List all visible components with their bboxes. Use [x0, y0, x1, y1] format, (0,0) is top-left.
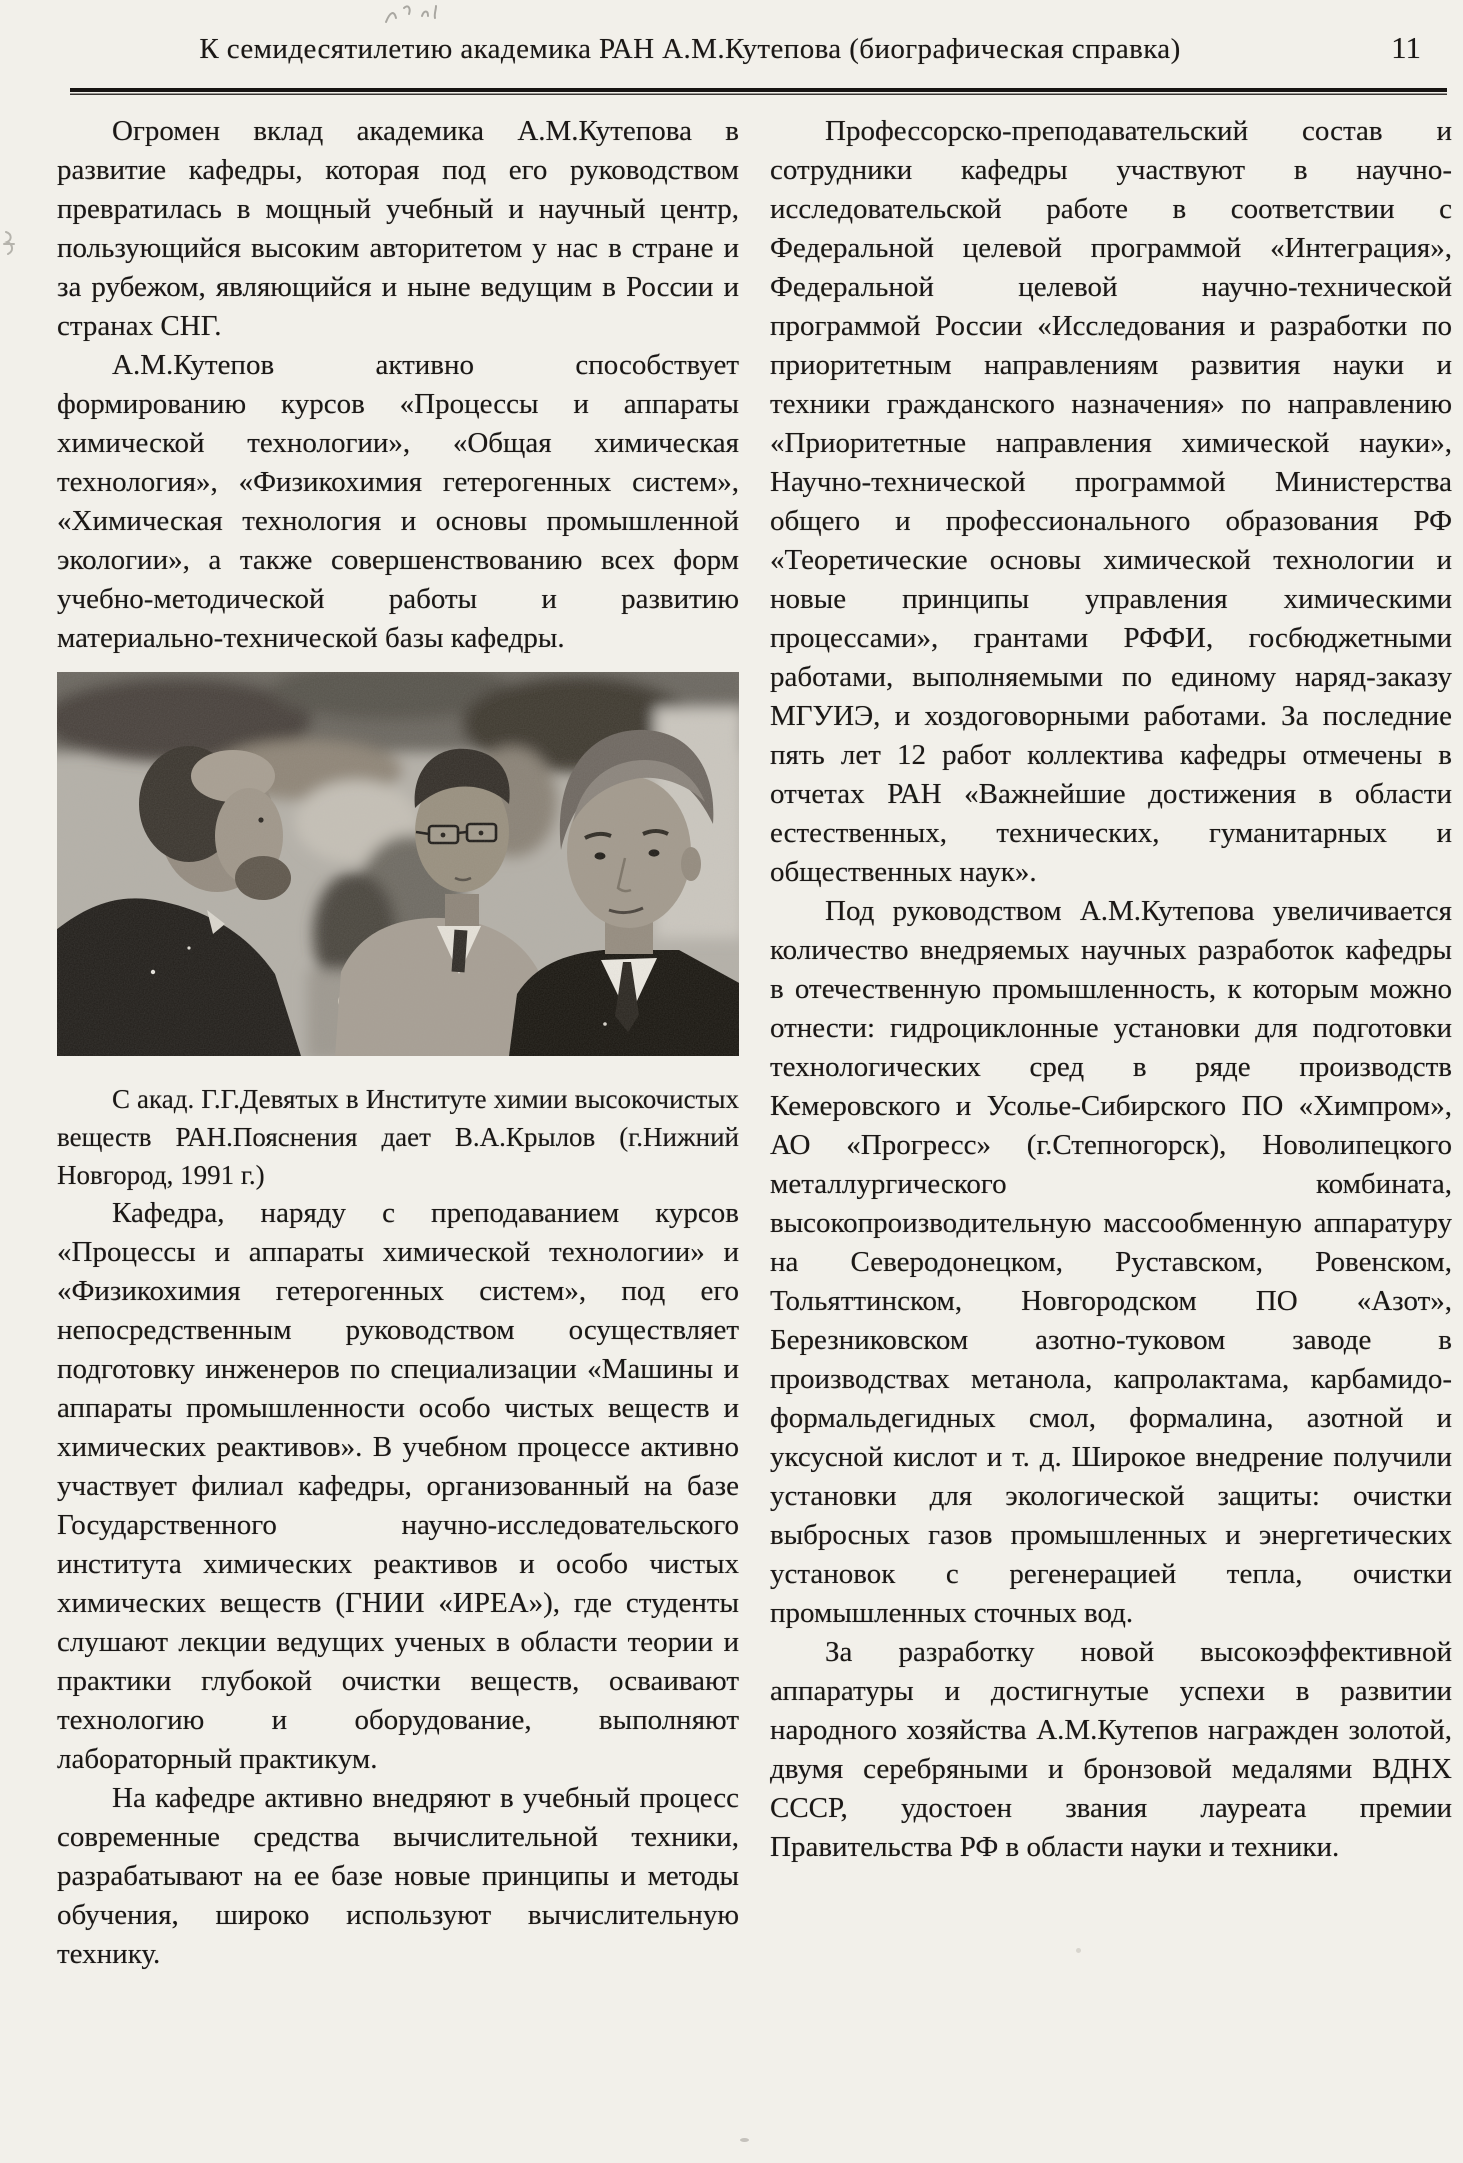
paragraph: Под руководством А.М.Кутепова увеличивается количество внедряемых научных разработок кафедры в отечественную промышленность, к которым можно отнести: гидроциклонные установки для подготовки технологических сред в ряде производств Кемеровского и Усолье-Сибирского ПО «Химпром», АО «Прогресс» (г.Степногорск), Новолипецкого металлургического комбината, высокопроизводительную массообменную аппаратуру на Северодонецком, Руставском, Ровенском, Тольяттинском, Новгородском ПО «Азот», Березниковском азотно-туковом заводе в производствах метанола, капролактама, карбамидо-формальдегидных смол, формалина, азотной и уксусной кислот и т. д. Широкое внедрение получили установки для экологической защиты: очистки выбросных газов промышленных и энергетических установок с регенерацией тепла, очистки промышленных сточных вод. [770, 895, 1452, 1629]
left-column [57, 112, 739, 1974]
paragraph: На кафедре активно внедряют в учебный процесс современные средства вычислительной техники, разрабатывают на ее базе новые принципы и методы обучения, широко используют вычислительную технику. [57, 1782, 739, 1970]
page-number: 11 [1391, 30, 1421, 65]
page-header [0, 0, 1463, 90]
paragraph: А.М.Кутепов активно способствует формированию курсов «Процессы и аппараты химической технологии», «Общая химическая технология», «Физикохимия гетерогенных систем», «Химическая технология и основы промышленной экологии», а также совершенствованию всех форм учебно-методической работы и развитию материально-технической базы кафедры. [57, 349, 739, 654]
paragraph: За разработку новой высокоэффективной аппаратуры и достигнутые успехи в развитии народного хозяйства А.М.Кутепов награжден золотой, двумя серебряными и бронзовой медалями ВДНХ СССР, удостоен звания лауреата премии Правительства РФ в области науки и техники. [770, 1636, 1452, 1863]
photo-figure [57, 672, 739, 1194]
paragraph: Профессорско-преподавательский состав и сотрудники кафедры участвуют в научно-исследовательской работе в соответствии с Федеральной целевой программой «Интеграция», Федеральной целевой научно-технической программой России «Исследования и разработки по приоритетным направлениям развития науки и техники гражданского назначения» по направлению «Приоритетные направления химической науки», Научно-технической программой Министерства общего и профессионального образования РФ «Теоретические основы химической технологии и новые принципы управления химическими процессами», грантами РФФИ, госбюджетными работами, выполняемыми по единому наряд-заказу МГУИЭ, и хоздоговорными работами. За последние пять лет 12 работ коллектива кафедры отмечены в отчетах РАН «Важнейшие достижения в области естественных, технических, гуманитарных и общественных наук». [770, 115, 1452, 888]
two-column-body [57, 112, 1452, 1974]
photo-of-three-men [57, 672, 739, 1056]
paragraph: Огромен вклад академика А.М.Кутепова в развитие кафедры, которая под его руководством превратилась в мощный учебный и научный центр, пользующийся высоким авторитетом у нас в стране и за рубежом, являющийся и ныне ведущим в России и странах СНГ. [57, 115, 739, 342]
paragraph: Кафедра, наряду с преподаванием курсов «Процессы и аппараты химической технологии» и «Физикохимия гетерогенных систем», под его непосредственным руководством осуществляет подготовку инженеров по специализации «Машины и аппараты промышленности особо чистых веществ и химических реактивов». В учебном процессе активно участвует филиал кафедры, организованный на базе Государственного научно-исследовательского института химических реактивов и особо чистых химических веществ (ГНИИ «ИРЕА»), где студенты слушают лекции ведущих ученых в области теории и практики глубокой очистки веществ, осваивают технологию и оборудование, выполняют лабораторный практикум. [57, 1197, 739, 1775]
scan-artifact-dot [740, 2138, 749, 2142]
right-column [770, 112, 1452, 1867]
running-title: К семидесятилетию академика РАН А.М.Кутепова (биографическая справка) [199, 33, 1181, 65]
scan-artifact-mark [2, 228, 18, 262]
header-rule [70, 88, 1447, 96]
photo-caption: С акад. Г.Г.Девятых в Институте химии высокочистых веществ РАН.Пояснения дает В.А.Крылов (г.Нижний Новгород, 1991 г.) [57, 1084, 739, 1190]
